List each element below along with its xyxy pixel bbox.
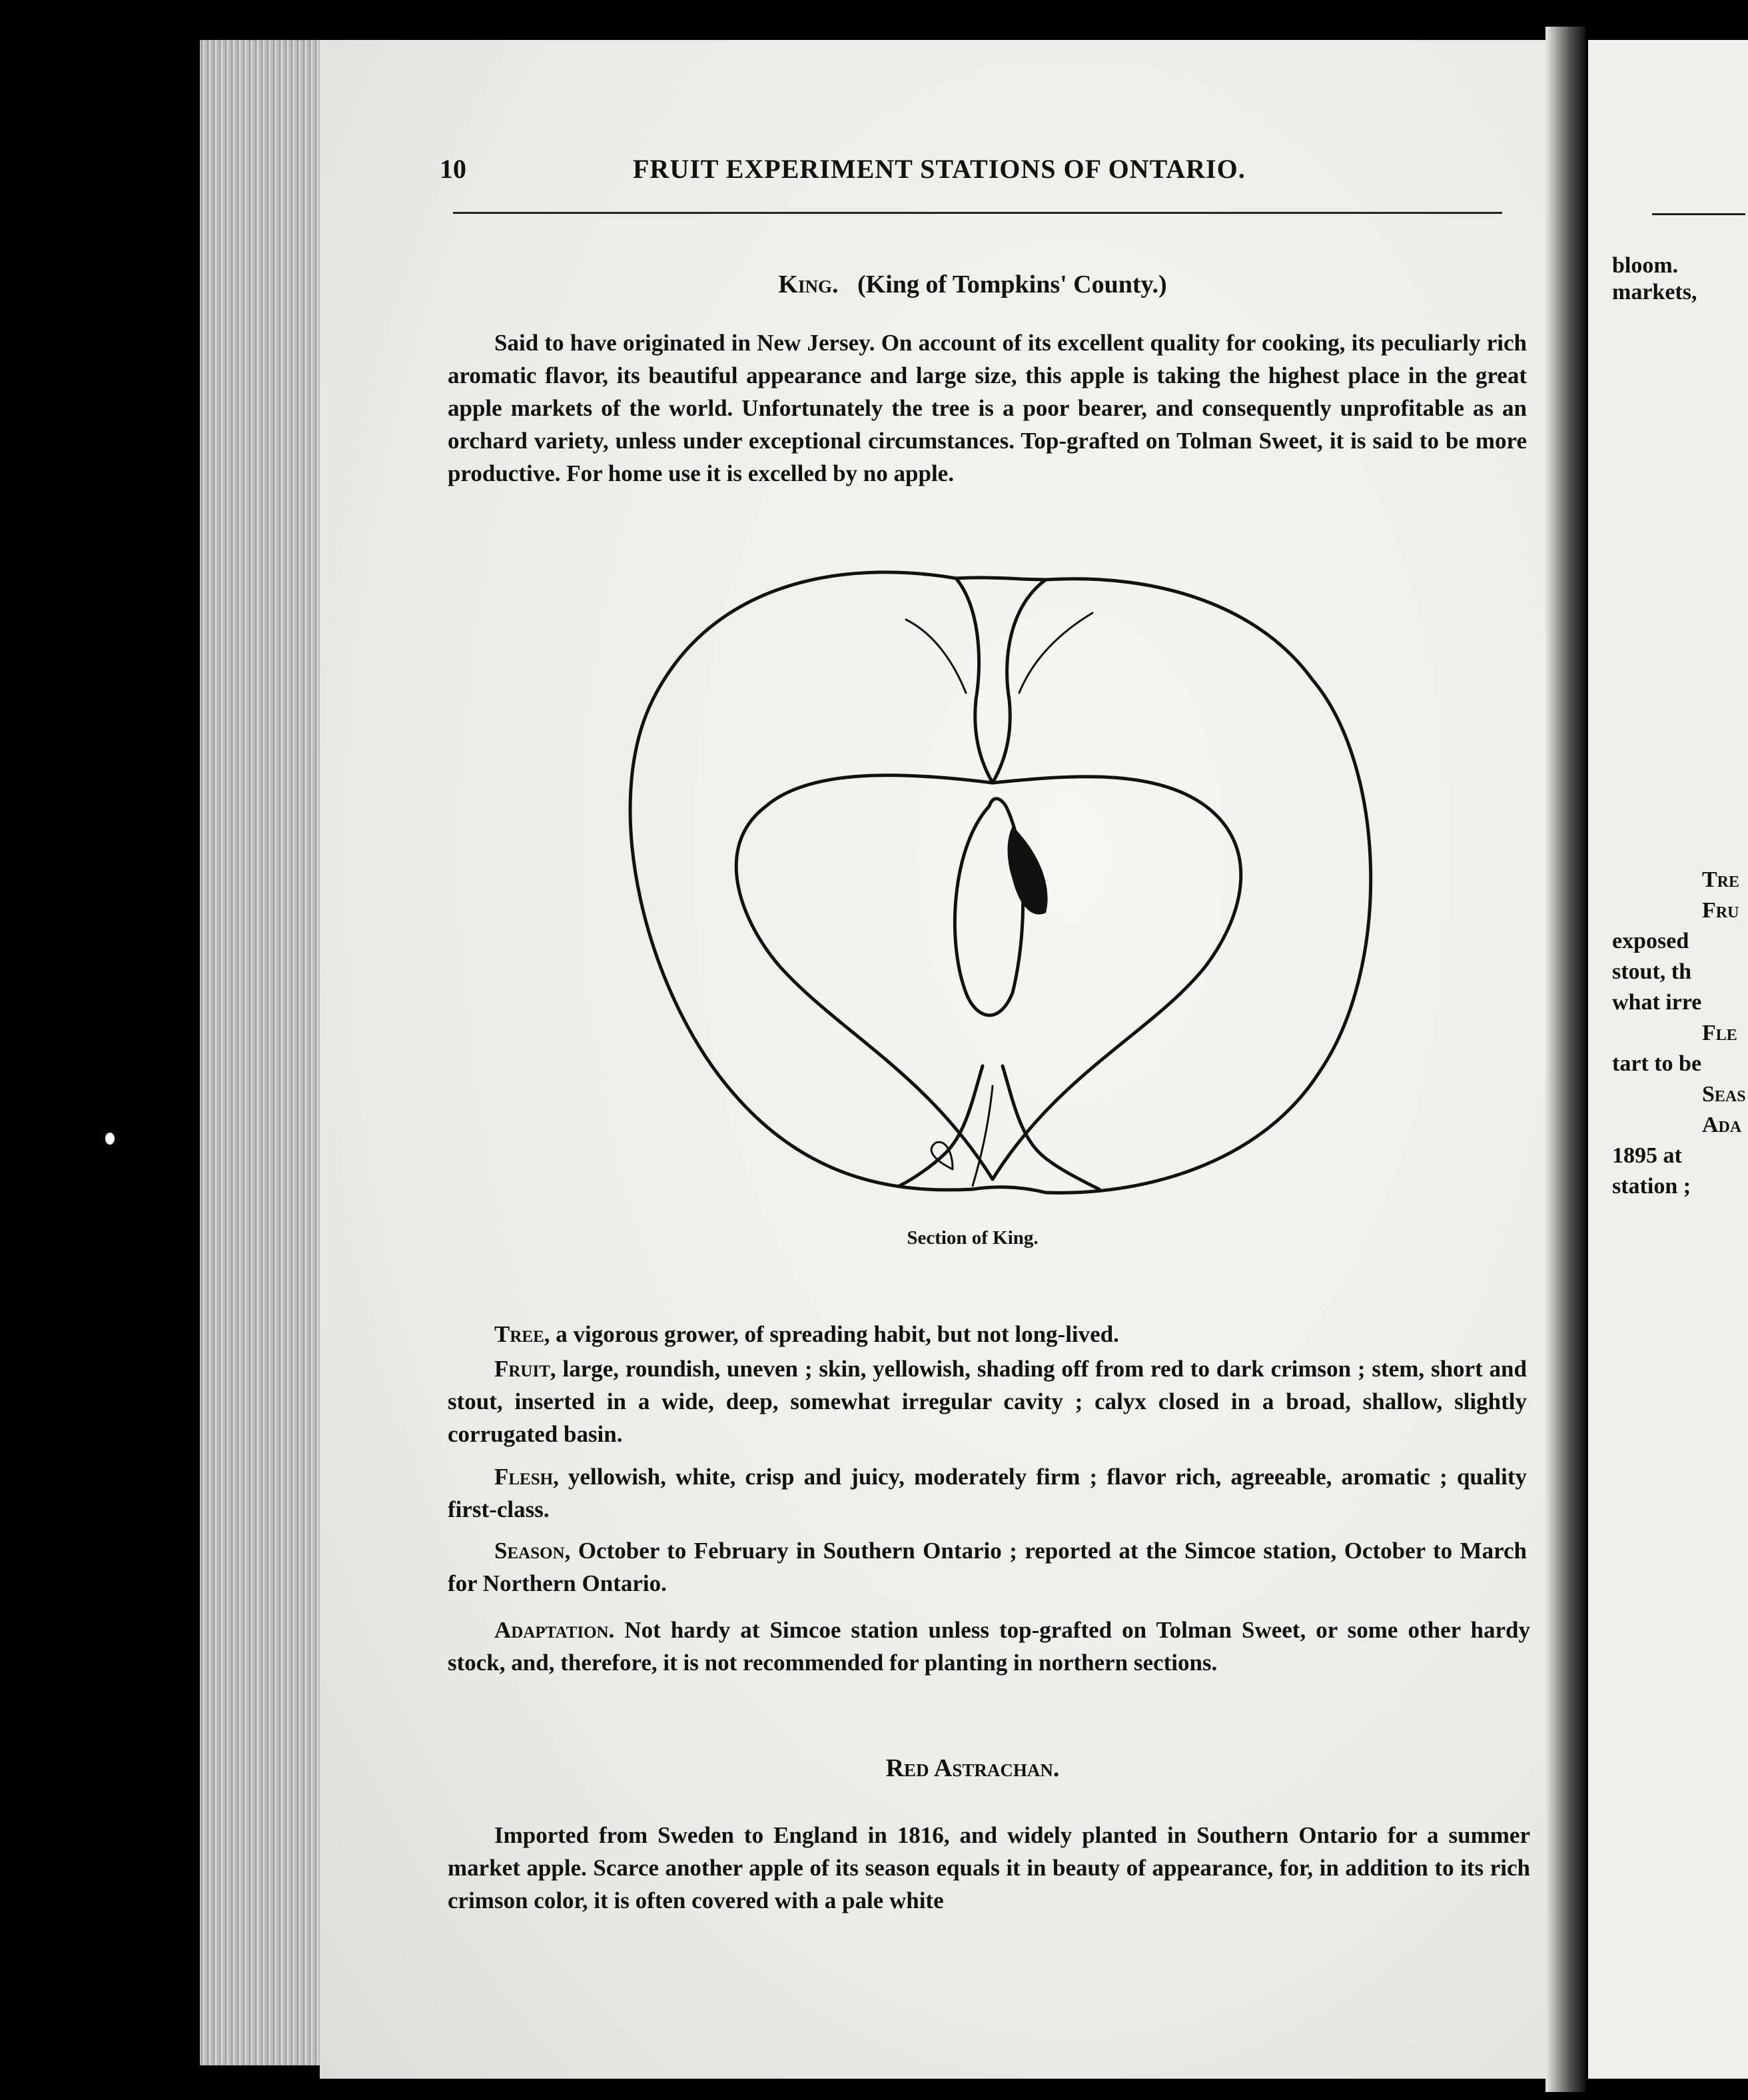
facing-line-2: markets, <box>1612 280 1697 304</box>
season-text: October to February in Southern Ontario ; reported at the Simcoe station, October to March for Northern Ontario. <box>448 1538 1527 1596</box>
figure-caption: Section of King. <box>907 1227 1039 1249</box>
king-tree-paragraph <box>448 1318 1527 1350</box>
page-header <box>440 153 1506 193</box>
facing-line-fru: Fru <box>1702 898 1739 923</box>
king-flesh-paragraph <box>448 1460 1527 1526</box>
facing-line-1895: 1895 at <box>1612 1143 1682 1168</box>
red-astrachan-title: Red Astrachan. <box>885 1754 1060 1782</box>
book-fore-edge <box>200 40 326 2065</box>
king-title <box>440 270 1506 299</box>
facing-line-1: bloom. <box>1612 253 1679 278</box>
tree-text: a vigorous grower, of spreading habit, but not long-lived. <box>556 1321 1119 1347</box>
facing-page-rule <box>1652 213 1745 215</box>
king-title-name: King. <box>778 270 839 298</box>
facing-line-ada: Ada <box>1702 1113 1742 1137</box>
running-head: FRUIT EXPERIMENT STATIONS OF ONTARIO. <box>633 154 1246 184</box>
flesh-label: Flesh, <box>494 1464 559 1490</box>
tree-label: Tree, <box>494 1321 550 1347</box>
fruit-label: Fruit, <box>494 1356 556 1382</box>
facing-line-tre: Tre <box>1702 867 1740 892</box>
king-fruit-paragraph <box>448 1352 1527 1450</box>
header-rule <box>453 212 1502 214</box>
king-season-paragraph <box>448 1534 1527 1600</box>
adaptation-text: Not hardy at Simcoe station unless top-grafted on Tolman Sweet, or some other hardy stock, and, therefore, it is not recommended for planting in northern sections. <box>448 1617 1531 1676</box>
apple-outline <box>630 572 1371 1193</box>
facing-line-what: what irre <box>1612 990 1702 1015</box>
season-label: Season, <box>494 1538 571 1564</box>
apple-section-illustration <box>620 566 1379 1246</box>
king-title-rest: (King of Tompkins' County.) <box>857 270 1167 298</box>
fruit-text: large, roundish, uneven ; skin, yellowish, shading off from red to dark crimson ; stem, short and stout, inserted in a wide, deep, somewhat irregular cavity ; calyx closed in a broad, shallow, slightly corrugated basin. <box>448 1356 1527 1447</box>
red-astrachan-intro: Imported from Sweden to England in 1816, and widely planted in Southern Ontario for a summer market apple. Scarce another apple of its season equals it in beauty of appearance, for, in addition to its rich crimson color, it is often covered with a pale white <box>448 1822 1530 1913</box>
gutter-shadow <box>1545 27 1585 2092</box>
facing-line-seas: Seas <box>1702 1082 1746 1107</box>
flesh-text: yellowish, white, crisp and juicy, moderately firm ; flavor rich, agreeable, aromatic ; quality first-class. <box>448 1464 1527 1522</box>
apple-stem-cavity <box>956 578 1046 783</box>
facing-line-tart: tart to be <box>1612 1051 1702 1076</box>
facing-line-fle: Fle <box>1702 1021 1737 1045</box>
facing-line-station: station ; <box>1612 1174 1691 1199</box>
facing-line-exposed: exposed <box>1612 929 1689 953</box>
facing-line-stout: stout, th <box>1612 959 1692 984</box>
king-adaptation-paragraph <box>448 1614 1530 1679</box>
adaptation-label: Adaptation. <box>494 1617 615 1643</box>
scan-speck <box>105 1133 115 1145</box>
page-number: 10 <box>440 154 466 184</box>
king-intro: Said to have originated in New Jersey. On account of its excellent quality for cooking, its peculiarly rich aromatic flavor, its beautiful appearance and large size, this apple is taking the highest place in the great apple markets of the world. Unfortunately the tree is a poor bearer, and consequently unprofitable as an orchard variety, unless under exceptional circumstances. Top-grafted on Tolman Sweet, it is said to be more productive. For home use it is excelled by no apple. <box>448 330 1527 486</box>
apple-seed <box>1008 826 1048 915</box>
